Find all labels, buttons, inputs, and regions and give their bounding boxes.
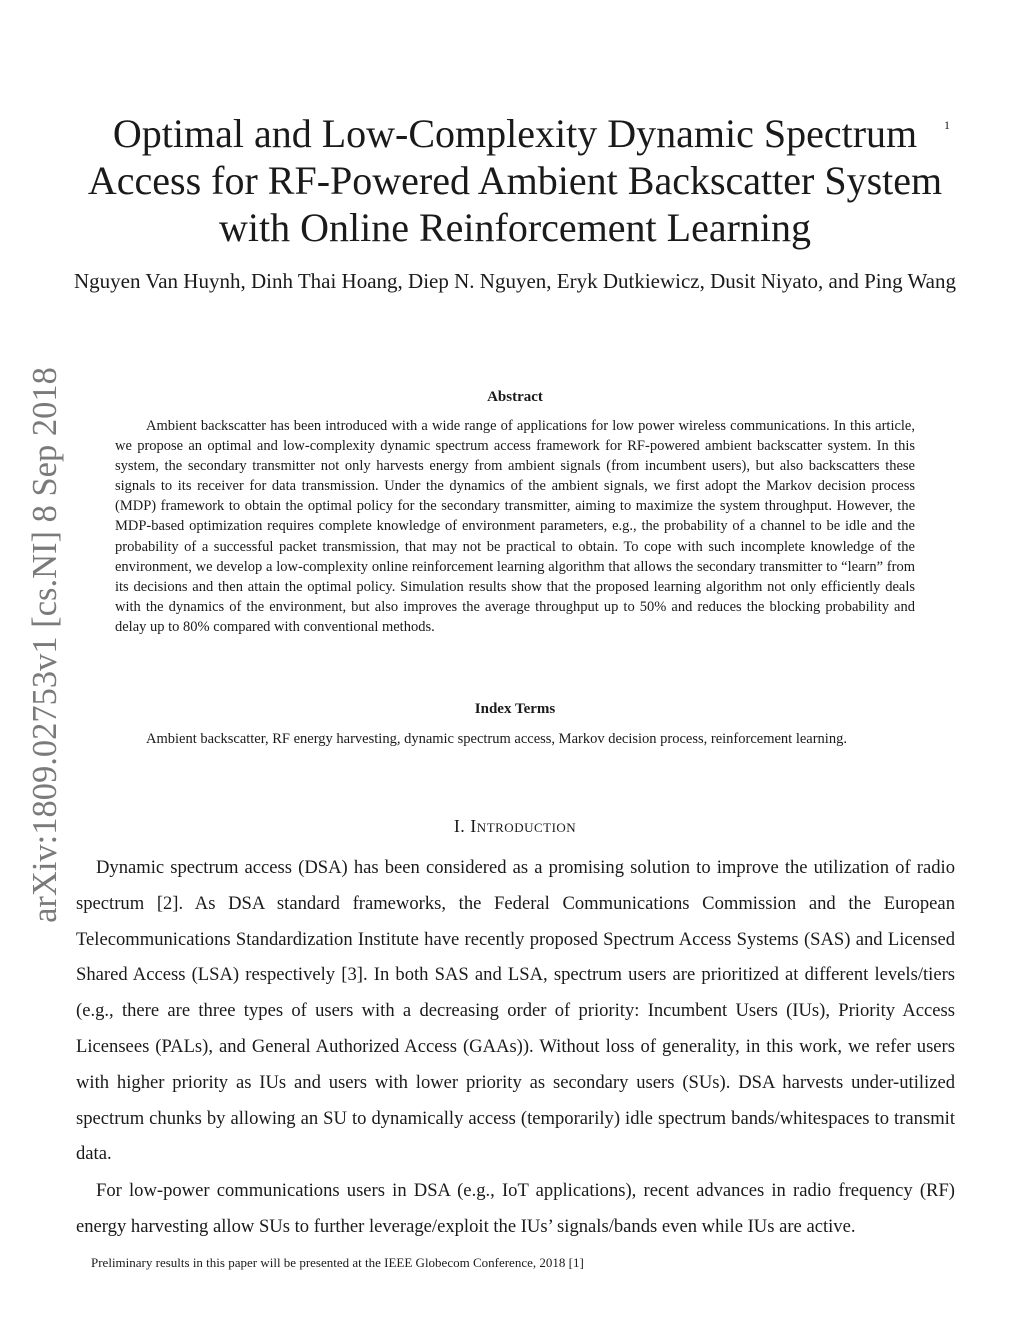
abstract-text: Ambient backscatter has been introduced with a wide range of applications for low power wireless communications. In this article, we propose an optimal and low-complexity dynamic spectrum access framework for RF-powered ambient backscatter system. In this system, the secondary transmitter not only harvests energy from ambient signals (from incumbent users), but also backscatters these signals to its receiver for data transmission. Under the dynamics of the ambient signals, we first adopt the Markov decision process (MDP) framework to obtain the optimal policy for the secondary transmitter, aiming to maximize the system throughput. However, the MDP-based optimization requires complete knowledge of environment parameters, e.g., the probability of a channel to be idle and the probability of a successful packet transmission, that may not be practical to obtain. To cope with such incomplete knowledge of the environment, we develop a low-complexity online reinforcement learning algorithm that allows the secondary transmitter to “learn” from its decisions and then attain the optimal policy. Simulation results show that the proposed learning algorithm not only efficiently deals with the dynamics of the environment, but also improves the average throughput up to 50% and reduces the blocking probability and delay up to 80% compared with conventional methods.	[115, 418, 915, 635]
introduction-paragraph: Dynamic spectrum access (DSA) has been considered as a promising solution to improve the utilization of radio spectrum [2]. As DSA standard frameworks, the Federal Communications Commission and the European Telecommunications Standardization Institute have recently proposed Spectrum Access Systems (SAS) and Licensed Shared Access (LSA) respectively [3]. In both SAS and LSA, spectrum users are prioritized at different levels/tiers (e.g., there are three types of users with a decreasing order of priority: Incumbent Users (IUs), Priority Access Licensees (PALs), and General Authorized Access (GAAs)). Without loss of generality, in this work, we refer users with higher priority as IUs and users with lower priority as secondary users (SUs). DSA harvests under-utilized spectrum chunks by allowing an SU to dynamically access (temporarily) idle spectrum bands/whitespaces to transmit data.	[76, 857, 955, 1165]
index-terms-heading: Index Terms	[474, 701, 556, 717]
index-terms-text: Ambient backscatter, RF energy harvesting, dynamic spectrum access, Markov decision process, reinforcement learning.	[146, 731, 847, 747]
paper-title: Optimal and Low-Complexity Dynamic Spectrum Access for RF-Powered Ambient Backscatter System with Online Reinforcement Learning	[87, 111, 943, 250]
abstract-heading: Abstract	[487, 389, 543, 405]
author-list: Nguyen Van Huynh, Dinh Thai Hoang, Diep N. Nguyen, Eryk Dutkiewicz, Dusit Niyato, and Ping Wang	[74, 269, 956, 293]
footnote: Preliminary results in this paper will be presented at the IEEE Globecom Conference, 2018 [1]	[91, 1255, 584, 1270]
arxiv-identifier: arXiv:1809.02753v1 [cs.NI] 8 Sep 2018	[26, 367, 64, 923]
introduction-heading: I. Introduction	[453, 816, 577, 836]
page-number: 1	[944, 118, 950, 132]
introduction-paragraph: For low-power communications users in DSA (e.g., IoT applications), recent advances in radio frequency (RF) energy harvesting allow SUs to further leverage/exploit the IUs’ signals/bands even while IUs are active.	[76, 1180, 955, 1237]
